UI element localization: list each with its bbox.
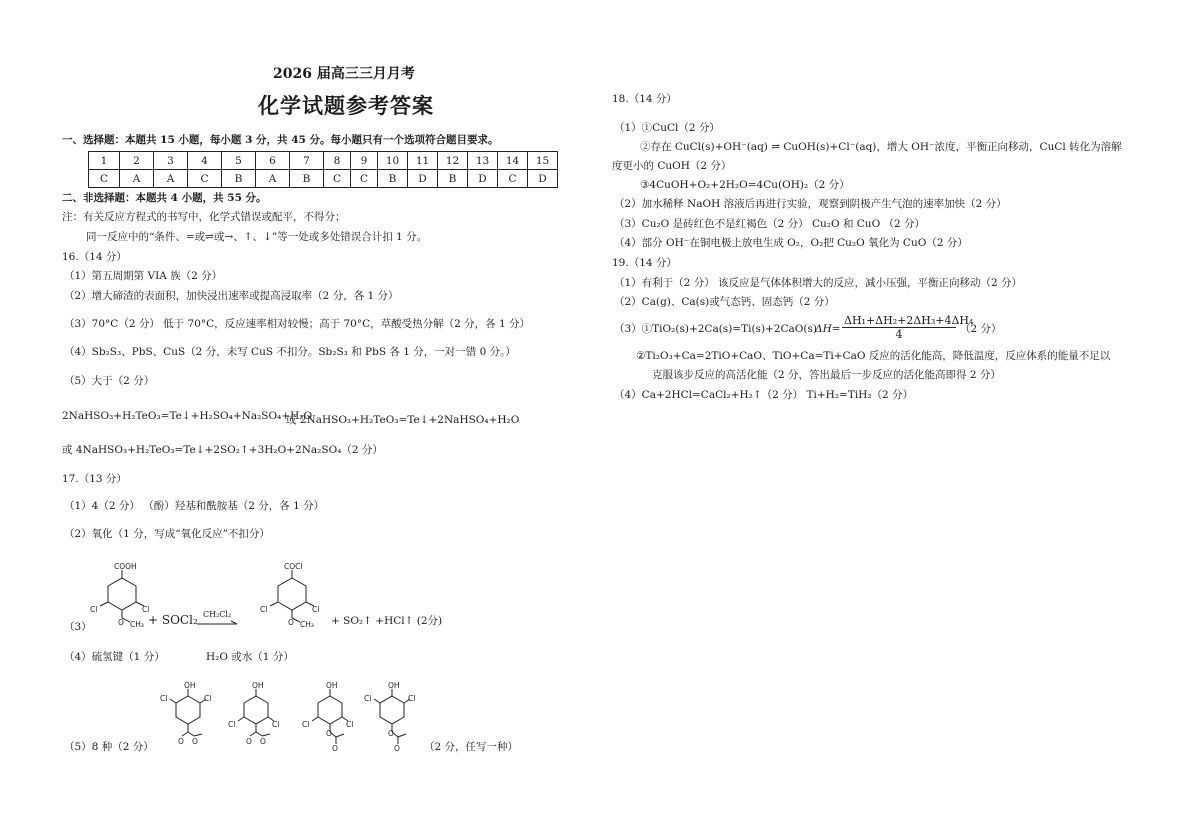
exam-title: 2026 届高三三月月考 xyxy=(273,66,415,82)
q19-part3b: ②Ti₂O₃+Ca=2TiO+CaO、TiO+Ca=Ti+CaO 反应的活化能高，降低温度，反应体系的能量不足以 xyxy=(636,350,1111,362)
answer-cell: D xyxy=(528,170,558,188)
product-cl-right: Cl xyxy=(312,605,320,614)
answer-cell: D xyxy=(468,170,498,188)
question-number-cell: 14 xyxy=(498,152,528,170)
question-number-row xyxy=(89,152,558,170)
q17-part4a: （4）硫氢键（1 分） xyxy=(64,651,165,663)
answer-cell: C xyxy=(324,170,351,188)
answer-cell: A xyxy=(256,170,290,188)
svg-text:O: O xyxy=(394,744,400,753)
product-o-label: O xyxy=(288,618,294,627)
note-2: 同一反应中的“条件、=或⇌或→、↑、↓”等一处或多处错误合计扣 1 分。 xyxy=(86,231,428,243)
q17-part5-label: （5）8 种（2 分） xyxy=(64,741,154,753)
delta-h-fraction xyxy=(842,314,974,341)
svg-text:O: O xyxy=(192,737,198,746)
product-cl-left: Cl xyxy=(260,605,268,614)
question-number-cell: 6 xyxy=(256,152,290,170)
isomer4-oh: OH xyxy=(388,681,400,690)
answer-cell: B xyxy=(438,170,468,188)
isomer3-cl-left: Cl xyxy=(302,720,310,729)
svg-text:O: O xyxy=(388,729,394,738)
q19-part2: （2）Ca(g)、Ca(s)或气态钙、固态钙（2 分） xyxy=(614,296,835,308)
question-number-cell: 4 xyxy=(188,152,222,170)
q18-part1d: ③4CuOH+O₂+2H₂O=4Cu(OH)₂（2 分） xyxy=(640,179,850,191)
reactant-cooh-label: COOH xyxy=(114,562,137,571)
isomer1-oh: OH xyxy=(184,681,196,690)
reactant-ch3-label: CH₃ xyxy=(130,620,144,629)
svg-text:O: O xyxy=(246,737,252,746)
isomer1-cl-right: Cl xyxy=(204,694,212,703)
reactant-cl-right: Cl xyxy=(142,605,150,614)
q17-part3-label: （3） xyxy=(64,621,92,633)
answer-cell: B xyxy=(222,170,256,188)
q19-part4: （4）Ca+2HCl=CaCl₂+H₂↑（2 分） Ti+H₂=TiH₂（2 分） xyxy=(614,389,914,401)
q18-part3: （3）Cu₂O 是砖红色不是红褐色（2 分） Cu₂O 和 CuO （2 分） xyxy=(614,218,926,230)
q17-part4b: H₂O 或水（1 分） xyxy=(206,651,294,663)
question-number-cell: 13 xyxy=(468,152,498,170)
q17-title: 17.（13 分） xyxy=(62,473,127,485)
q18-title: 18.（14 分） xyxy=(612,93,677,105)
socl2-reagent: + SOCl₂ xyxy=(148,613,198,627)
question-number-cell: 7 xyxy=(290,152,324,170)
q18-part1c: 度更小的 CuOH（2 分） xyxy=(612,160,732,172)
question-number-cell: 15 xyxy=(528,152,558,170)
q16-title: 16.（14 分） xyxy=(62,251,127,263)
isomer1-cl-left: Cl xyxy=(160,694,168,703)
answer-table xyxy=(88,151,558,188)
delta-h-label: ΔH= xyxy=(815,323,841,335)
answer-cell: B xyxy=(290,170,324,188)
isomer2-oh: OH xyxy=(252,681,264,690)
q18-part2: （2）加水稀释 NaOH 溶液后再进行实验，观察到阴极产生气泡的速率加快（2 分） xyxy=(614,198,1007,210)
section1-heading: 一、选择题：本题共 15 小题，每小题 3 分，共 45 分。每小题只有一个选项符合题目要求。 xyxy=(62,134,499,146)
question-number-cell: 10 xyxy=(378,152,408,170)
isomer3-oh: OH xyxy=(326,681,338,690)
q18-part4: （4）部分 OH⁻在铜电极上放电生成 O₂，O₂把 Cu₂O 氧化为 CuO（2 分） xyxy=(614,237,968,249)
delta-h-denominator: 4 xyxy=(895,328,903,341)
answer-cell: B xyxy=(378,170,408,188)
delta-h-numerator: ΔH₁+ΔH₂+2ΔH₃+4ΔH₄ xyxy=(844,314,974,327)
answer-cell: C xyxy=(89,170,120,188)
isomer-structure-2 xyxy=(226,681,286,754)
question-number-cell: 9 xyxy=(351,152,378,170)
subject-title: 化学试题参考答案 xyxy=(258,93,434,118)
answer-row xyxy=(89,170,558,188)
isomer4-cl-left: Cl xyxy=(364,694,372,703)
note-1: 注：有关反应方程式的书写中，化学式错误或配平，不得分； xyxy=(62,211,346,223)
question-number-cell: 8 xyxy=(324,152,351,170)
answer-cell: D xyxy=(408,170,438,188)
q16-equation-1b: 或 2NaHSO₃+H₂TeO₃=Te↓+2NaHSO₄+H₂O xyxy=(286,414,520,426)
q18-part1: （1）①CuCl（2 分） xyxy=(614,122,720,134)
isomer3-cl-right: Cl xyxy=(346,720,354,729)
solvent-label: CH₂Cl₂ xyxy=(203,610,232,619)
question-number-cell: 5 xyxy=(222,152,256,170)
reactant-structure xyxy=(90,562,152,636)
q16-part3: （3）70°C（2 分） 低于 70°C，反应速率相对较慢；高于 70°C，草酸受热分解（2 分，各 1 分） xyxy=(64,318,531,330)
svg-text:O: O xyxy=(178,737,184,746)
q19-part3c: 克服该步反应的高活化能（2 分，答出最后一步反应的活化能高即得 2 分） xyxy=(652,369,1001,381)
answer-cell: C xyxy=(498,170,528,188)
q19-part1: （1）有利于（2 分） 该反应是气体体积增大的反应，减小压强，平衡正向移动（2 分） xyxy=(614,277,1023,289)
answer-cell: C xyxy=(188,170,222,188)
question-number-cell: 3 xyxy=(154,152,188,170)
q16-part5: （5）大于（2 分） xyxy=(64,375,155,387)
isomer-structure-3 xyxy=(300,681,360,754)
reaction-arrow-icon xyxy=(197,620,239,628)
question-number-cell: 1 xyxy=(89,152,120,170)
q17-part5-note: （2 分，任写一种） xyxy=(424,741,519,753)
product-cocl-label: COCl xyxy=(284,562,303,571)
question-number-cell: 12 xyxy=(438,152,468,170)
q17-part2: （2）氧化（1 分，写成“氧化反应”不扣分） xyxy=(64,528,270,540)
product-structure xyxy=(260,562,322,636)
svg-text:O: O xyxy=(326,729,332,738)
q16-part1: （1）第五周期第 VIA 族（2 分） xyxy=(64,270,223,282)
q17-part1: （1）4（2 分） （酚）羟基和酰胺基（2 分，各 1 分） xyxy=(64,500,325,512)
byproducts: + SO₂↑ +HCl↑ (2分) xyxy=(331,615,443,627)
q19-title: 19.（14 分） xyxy=(612,257,677,269)
question-number-cell: 11 xyxy=(408,152,438,170)
reactant-o-label: O xyxy=(118,618,124,627)
answer-cell: A xyxy=(120,170,154,188)
q16-part2: （2）增大碲渣的表面积，加快浸出速率或提高浸取率（2 分，各 1 分） xyxy=(64,290,399,302)
q18-part1b: ②存在 CuCl(s)+OH⁻(aq) ⇌ CuOH(s)+Cl⁻(aq)，增大 OH⁻浓度，平衡正向移动，CuCl 转化为溶解 xyxy=(640,141,1122,153)
isomer-structure-1 xyxy=(158,681,218,754)
isomer4-cl-right: Cl xyxy=(408,694,416,703)
svg-text:O: O xyxy=(260,737,266,746)
product-ch3-label: CH₃ xyxy=(300,620,314,629)
q19-part3a: （3）①TiO₂(s)+2Ca(s)=Ti(s)+2CaO(s) xyxy=(614,323,817,335)
svg-text:O: O xyxy=(332,744,338,753)
q16-equation-1a: 2NaHSO₃+H₂TeO₃=Te↓+H₂SO₄+Na₂SO₄+H₂O xyxy=(62,410,313,422)
answer-cell: C xyxy=(351,170,378,188)
delta-h-score: （2 分） xyxy=(960,323,1002,335)
reactant-cl-left: Cl xyxy=(90,605,98,614)
isomer-structure-4 xyxy=(362,681,422,754)
question-number-cell: 2 xyxy=(120,152,154,170)
section2-heading: 二、非选择题：本题共 4 小题，共 55 分。 xyxy=(62,192,267,204)
q16-part4: （4）Sb₂S₃、PbS、CuS（2 分，未写 CuS 不扣分。Sb₂S₃ 和 PbS 各 1 分，一对一错 0 分。） xyxy=(64,346,516,358)
isomer2-cl-left: Cl xyxy=(228,720,236,729)
q16-equation-2: 或 4NaHSO₃+H₂TeO₃=Te↓+2SO₂↑+3H₂O+2Na₂SO₄（2 分） xyxy=(62,444,383,456)
isomer2-cl-right: Cl xyxy=(272,720,280,729)
answer-cell: A xyxy=(154,170,188,188)
